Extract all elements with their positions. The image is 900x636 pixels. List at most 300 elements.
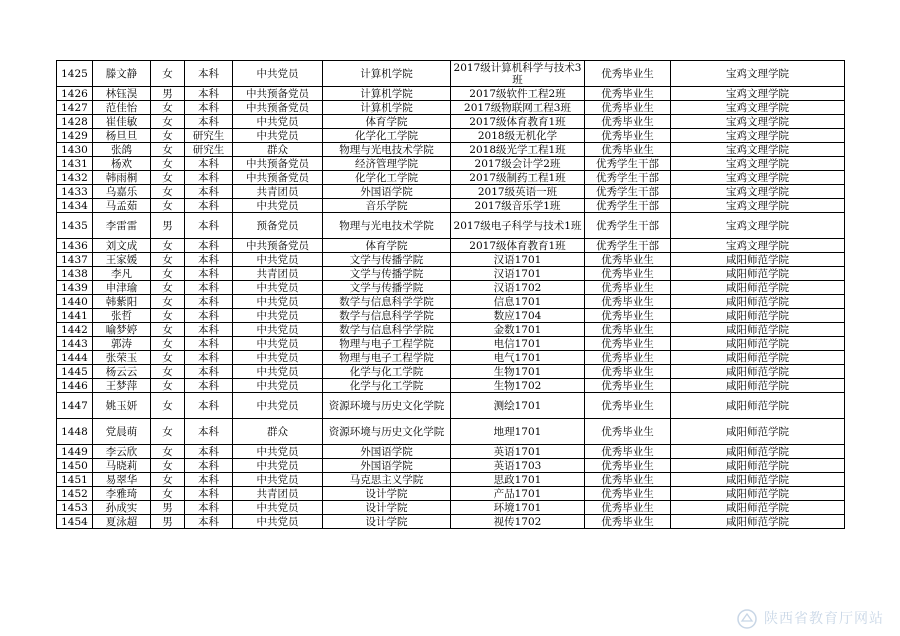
degree-cell bbox=[185, 129, 233, 143]
college-cell bbox=[323, 379, 451, 393]
award-text: 优秀毕业生 bbox=[601, 101, 654, 114]
id-text: 1436 bbox=[61, 239, 88, 252]
award-cell bbox=[585, 323, 671, 337]
class-cell bbox=[451, 309, 585, 323]
degree-cell bbox=[185, 199, 233, 213]
award-text: 优秀学生干部 bbox=[596, 219, 659, 232]
id-cell bbox=[57, 365, 93, 379]
table-row bbox=[57, 87, 845, 101]
class-text: 2018级光学工程1班 bbox=[469, 143, 566, 156]
gender-text: 女 bbox=[162, 143, 173, 156]
award-cell bbox=[585, 239, 671, 253]
college-text: 外国语学院 bbox=[360, 185, 413, 198]
school-text: 咸阳师范学院 bbox=[726, 295, 789, 308]
gender-cell bbox=[151, 101, 185, 115]
id-text: 1449 bbox=[61, 445, 88, 458]
table-row bbox=[57, 239, 845, 253]
class-cell bbox=[451, 281, 585, 295]
class-text: 2017级体育教育1班 bbox=[469, 115, 566, 128]
award-text: 优秀毕业生 bbox=[601, 365, 654, 378]
name-cell bbox=[93, 87, 151, 101]
political-status-cell bbox=[233, 101, 323, 115]
school-cell bbox=[671, 281, 845, 295]
award-text: 优秀学生干部 bbox=[596, 199, 659, 212]
school-text: 宝鸡文理学院 bbox=[726, 129, 789, 142]
class-cell bbox=[451, 323, 585, 337]
award-text: 优秀毕业生 bbox=[601, 515, 654, 528]
college-text: 物理与光电技术学院 bbox=[339, 143, 434, 156]
id-cell bbox=[57, 309, 93, 323]
college-text: 经济管理学院 bbox=[355, 157, 418, 170]
name-cell bbox=[93, 253, 151, 267]
degree-text: 本科 bbox=[198, 295, 219, 308]
political-status-cell bbox=[233, 487, 323, 501]
id-cell bbox=[57, 393, 93, 419]
name-text: 孙成实 bbox=[105, 501, 138, 514]
id-cell bbox=[57, 459, 93, 473]
degree-cell bbox=[185, 143, 233, 157]
school-cell bbox=[671, 87, 845, 101]
name-text: 郭涛 bbox=[111, 337, 132, 350]
degree-text: 本科 bbox=[198, 351, 219, 364]
college-text: 物理与电子工程学院 bbox=[339, 351, 434, 364]
political-status-cell bbox=[233, 129, 323, 143]
degree-text: 本科 bbox=[198, 515, 219, 528]
political-status-cell bbox=[233, 267, 323, 281]
name-cell bbox=[93, 365, 151, 379]
degree-text: 本科 bbox=[198, 323, 219, 336]
class-cell bbox=[451, 379, 585, 393]
degree-text: 本科 bbox=[198, 309, 219, 322]
political-status-cell bbox=[233, 295, 323, 309]
gender-text: 女 bbox=[162, 425, 173, 438]
college-text: 体育学院 bbox=[365, 239, 408, 252]
school-cell bbox=[671, 171, 845, 185]
name-cell bbox=[93, 129, 151, 143]
class-cell bbox=[451, 87, 585, 101]
degree-text: 本科 bbox=[198, 267, 219, 280]
table-row bbox=[57, 487, 845, 501]
award-cell bbox=[585, 515, 671, 529]
id-cell bbox=[57, 267, 93, 281]
college-text: 化学与化工学院 bbox=[349, 379, 424, 392]
political-status-text: 中共党员 bbox=[256, 281, 299, 294]
school-cell bbox=[671, 419, 845, 445]
school-cell bbox=[671, 115, 845, 129]
class-cell bbox=[451, 473, 585, 487]
political-status-cell bbox=[233, 309, 323, 323]
award-text: 优秀毕业生 bbox=[601, 351, 654, 364]
college-cell bbox=[323, 295, 451, 309]
table-row bbox=[57, 337, 845, 351]
award-cell bbox=[585, 213, 671, 239]
gender-cell bbox=[151, 501, 185, 515]
political-status-text: 中共党员 bbox=[256, 309, 299, 322]
gender-cell bbox=[151, 239, 185, 253]
college-cell bbox=[323, 365, 451, 379]
school-cell bbox=[671, 143, 845, 157]
college-text: 外国语学院 bbox=[360, 459, 413, 472]
degree-cell bbox=[185, 267, 233, 281]
award-cell bbox=[585, 487, 671, 501]
degree-cell bbox=[185, 101, 233, 115]
name-cell bbox=[93, 101, 151, 115]
gender-cell bbox=[151, 473, 185, 487]
political-status-cell bbox=[233, 459, 323, 473]
class-cell bbox=[451, 213, 585, 239]
gender-text: 女 bbox=[162, 253, 173, 266]
gender-cell bbox=[151, 157, 185, 171]
degree-text: 本科 bbox=[198, 365, 219, 378]
school-cell bbox=[671, 393, 845, 419]
gender-text: 女 bbox=[162, 267, 173, 280]
table-row bbox=[57, 101, 845, 115]
class-text: 生物1701 bbox=[493, 365, 542, 378]
table-row bbox=[57, 309, 845, 323]
political-status-text: 中共预备党员 bbox=[246, 239, 309, 252]
id-cell bbox=[57, 379, 93, 393]
political-status-text: 群众 bbox=[267, 425, 288, 438]
name-cell bbox=[93, 157, 151, 171]
political-status-text: 中共预备党员 bbox=[246, 171, 309, 184]
id-text: 1434 bbox=[61, 199, 88, 212]
class-text: 英语1703 bbox=[493, 459, 542, 472]
gender-cell bbox=[151, 267, 185, 281]
school-cell bbox=[671, 365, 845, 379]
class-text: 视传1702 bbox=[493, 515, 542, 528]
school-text: 咸阳师范学院 bbox=[726, 323, 789, 336]
class-cell bbox=[451, 337, 585, 351]
name-cell bbox=[93, 515, 151, 529]
id-cell bbox=[57, 281, 93, 295]
school-text: 宝鸡文理学院 bbox=[726, 185, 789, 198]
political-status-text: 中共党员 bbox=[256, 295, 299, 308]
political-status-cell bbox=[233, 61, 323, 87]
name-cell bbox=[93, 351, 151, 365]
table-row bbox=[57, 419, 845, 445]
award-text: 优秀毕业生 bbox=[601, 487, 654, 500]
degree-cell bbox=[185, 281, 233, 295]
gender-cell bbox=[151, 487, 185, 501]
class-text: 地理1701 bbox=[493, 425, 542, 438]
award-text: 优秀毕业生 bbox=[601, 253, 654, 266]
gender-text: 男 bbox=[162, 87, 173, 100]
table-row bbox=[57, 365, 845, 379]
political-status-cell bbox=[233, 157, 323, 171]
political-status-text: 中共党员 bbox=[256, 501, 299, 514]
id-cell bbox=[57, 337, 93, 351]
degree-cell bbox=[185, 157, 233, 171]
id-text: 1454 bbox=[61, 515, 88, 528]
class-cell bbox=[451, 171, 585, 185]
gender-cell bbox=[151, 379, 185, 393]
political-status-text: 中共党员 bbox=[256, 199, 299, 212]
college-cell bbox=[323, 337, 451, 351]
id-text: 1446 bbox=[61, 379, 88, 392]
school-cell bbox=[671, 213, 845, 239]
school-cell bbox=[671, 323, 845, 337]
gender-text: 女 bbox=[162, 171, 173, 184]
college-text: 数学与信息科学学院 bbox=[339, 323, 434, 336]
degree-cell bbox=[185, 365, 233, 379]
id-text: 1440 bbox=[61, 295, 88, 308]
id-cell bbox=[57, 473, 93, 487]
name-cell bbox=[93, 473, 151, 487]
political-status-cell bbox=[233, 379, 323, 393]
id-text: 1441 bbox=[61, 309, 88, 322]
name-cell bbox=[93, 445, 151, 459]
award-cell bbox=[585, 87, 671, 101]
honor-list-table bbox=[56, 60, 845, 529]
class-text: 2017级软件工程2班 bbox=[469, 87, 566, 100]
name-cell bbox=[93, 115, 151, 129]
table-row bbox=[57, 445, 845, 459]
gender-cell bbox=[151, 393, 185, 419]
id-cell bbox=[57, 115, 93, 129]
id-cell bbox=[57, 351, 93, 365]
award-cell bbox=[585, 309, 671, 323]
gender-text: 女 bbox=[162, 323, 173, 336]
table-row bbox=[57, 199, 845, 213]
school-cell bbox=[671, 351, 845, 365]
gender-cell bbox=[151, 309, 185, 323]
degree-cell bbox=[185, 323, 233, 337]
political-status-text: 中共预备党员 bbox=[246, 87, 309, 100]
table-row bbox=[57, 295, 845, 309]
class-cell bbox=[451, 101, 585, 115]
college-cell bbox=[323, 487, 451, 501]
college-cell bbox=[323, 61, 451, 87]
class-text: 2017级音乐学1班 bbox=[474, 199, 561, 212]
class-cell bbox=[451, 157, 585, 171]
table-row bbox=[57, 213, 845, 239]
id-text: 1426 bbox=[61, 87, 88, 100]
college-cell bbox=[323, 171, 451, 185]
award-text: 优秀毕业生 bbox=[601, 459, 654, 472]
id-cell bbox=[57, 323, 93, 337]
degree-text: 本科 bbox=[198, 379, 219, 392]
name-text: 乌嘉乐 bbox=[105, 185, 138, 198]
name-cell bbox=[93, 393, 151, 419]
gender-text: 女 bbox=[162, 445, 173, 458]
political-status-cell bbox=[233, 213, 323, 239]
degree-cell bbox=[185, 473, 233, 487]
degree-text: 本科 bbox=[198, 101, 219, 114]
table-row bbox=[57, 473, 845, 487]
gender-text: 女 bbox=[162, 337, 173, 350]
award-text: 优秀学生干部 bbox=[596, 239, 659, 252]
political-status-text: 中共党员 bbox=[256, 365, 299, 378]
gender-text: 女 bbox=[162, 379, 173, 392]
degree-text: 本科 bbox=[198, 185, 219, 198]
name-text: 韩雨桐 bbox=[105, 171, 138, 184]
school-cell bbox=[671, 253, 845, 267]
name-text: 杨旦旦 bbox=[105, 129, 138, 142]
award-cell bbox=[585, 185, 671, 199]
college-cell bbox=[323, 459, 451, 473]
award-cell bbox=[585, 337, 671, 351]
name-cell bbox=[93, 213, 151, 239]
school-text: 宝鸡文理学院 bbox=[726, 143, 789, 156]
gender-cell bbox=[151, 351, 185, 365]
id-text: 1432 bbox=[61, 171, 88, 184]
school-cell bbox=[671, 61, 845, 87]
degree-text: 本科 bbox=[198, 487, 219, 500]
college-text: 资源环境与历史文化学院 bbox=[328, 399, 445, 412]
award-cell bbox=[585, 253, 671, 267]
school-cell bbox=[671, 199, 845, 213]
id-text: 1429 bbox=[61, 129, 88, 142]
school-text: 宝鸡文理学院 bbox=[726, 171, 789, 184]
degree-cell bbox=[185, 185, 233, 199]
name-text: 林钰淏 bbox=[105, 87, 138, 100]
honor-list-sheet bbox=[56, 60, 844, 529]
school-text: 宝鸡文理学院 bbox=[726, 239, 789, 252]
political-status-text: 中共党员 bbox=[256, 323, 299, 336]
gender-text: 女 bbox=[162, 185, 173, 198]
id-text: 1452 bbox=[61, 487, 88, 500]
award-text: 优秀毕业生 bbox=[601, 281, 654, 294]
id-text: 1427 bbox=[61, 101, 88, 114]
political-status-cell bbox=[233, 501, 323, 515]
college-cell bbox=[323, 87, 451, 101]
class-text: 环境1701 bbox=[493, 501, 542, 514]
degree-cell bbox=[185, 115, 233, 129]
gender-cell bbox=[151, 129, 185, 143]
school-text: 咸阳师范学院 bbox=[726, 459, 789, 472]
college-cell bbox=[323, 393, 451, 419]
political-status-cell bbox=[233, 515, 323, 529]
class-text: 2017级制药工程1班 bbox=[469, 171, 566, 184]
school-cell bbox=[671, 267, 845, 281]
name-text: 张哲 bbox=[111, 309, 132, 322]
degree-cell bbox=[185, 501, 233, 515]
class-cell bbox=[451, 185, 585, 199]
political-status-text: 中共党员 bbox=[256, 67, 299, 80]
school-cell bbox=[671, 101, 845, 115]
school-cell bbox=[671, 337, 845, 351]
gender-text: 女 bbox=[162, 199, 173, 212]
award-cell bbox=[585, 419, 671, 445]
political-status-cell bbox=[233, 87, 323, 101]
gender-cell bbox=[151, 515, 185, 529]
award-cell bbox=[585, 459, 671, 473]
name-text: 崔佳敏 bbox=[105, 115, 138, 128]
college-text: 外国语学院 bbox=[360, 445, 413, 458]
college-cell bbox=[323, 515, 451, 529]
school-cell bbox=[671, 295, 845, 309]
gender-cell bbox=[151, 323, 185, 337]
gender-text: 女 bbox=[162, 351, 173, 364]
college-text: 数学与信息科学学院 bbox=[339, 309, 434, 322]
degree-cell bbox=[185, 213, 233, 239]
award-text: 优秀毕业生 bbox=[601, 267, 654, 280]
class-text: 测绘1701 bbox=[493, 399, 542, 412]
political-status-text: 共青团员 bbox=[256, 185, 299, 198]
degree-text: 本科 bbox=[198, 501, 219, 514]
id-cell bbox=[57, 101, 93, 115]
award-text: 优秀毕业生 bbox=[601, 501, 654, 514]
name-cell bbox=[93, 379, 151, 393]
class-cell bbox=[451, 253, 585, 267]
degree-cell bbox=[185, 61, 233, 87]
class-text: 2017级体育教育1班 bbox=[469, 239, 566, 252]
degree-text: 研究生 bbox=[192, 129, 225, 142]
political-status-text: 中共党员 bbox=[256, 399, 299, 412]
award-cell bbox=[585, 143, 671, 157]
college-text: 体育学院 bbox=[365, 115, 408, 128]
college-cell bbox=[323, 419, 451, 445]
name-cell bbox=[93, 143, 151, 157]
class-text: 生物1702 bbox=[493, 379, 542, 392]
award-text: 优秀毕业生 bbox=[601, 337, 654, 350]
school-text: 咸阳师范学院 bbox=[726, 501, 789, 514]
political-status-cell bbox=[233, 473, 323, 487]
name-text: 李凡 bbox=[111, 267, 132, 280]
class-cell bbox=[451, 115, 585, 129]
name-text: 张荣玉 bbox=[105, 351, 138, 364]
degree-text: 本科 bbox=[198, 459, 219, 472]
political-status-text: 共青团员 bbox=[256, 267, 299, 280]
table-row bbox=[57, 393, 845, 419]
id-text: 1443 bbox=[61, 337, 88, 350]
gender-text: 男 bbox=[162, 501, 173, 514]
gender-text: 女 bbox=[162, 101, 173, 114]
gender-cell bbox=[151, 199, 185, 213]
college-text: 计算机学院 bbox=[360, 87, 413, 100]
gender-text: 女 bbox=[162, 115, 173, 128]
college-text: 物理与光电技术学院 bbox=[339, 219, 434, 232]
award-cell bbox=[585, 281, 671, 295]
site-watermark: 陕西省教育厅网站 bbox=[764, 611, 884, 627]
class-text: 2018级无机化学 bbox=[477, 129, 558, 142]
gender-text: 女 bbox=[162, 309, 173, 322]
college-cell bbox=[323, 143, 451, 157]
school-text: 宝鸡文理学院 bbox=[726, 157, 789, 170]
gender-cell bbox=[151, 61, 185, 87]
school-text: 咸阳师范学院 bbox=[726, 487, 789, 500]
id-text: 1444 bbox=[61, 351, 88, 364]
school-text: 咸阳师范学院 bbox=[726, 445, 789, 458]
id-text: 1438 bbox=[61, 267, 88, 280]
class-cell bbox=[451, 295, 585, 309]
college-cell bbox=[323, 253, 451, 267]
name-text: 易翠华 bbox=[105, 473, 138, 486]
id-text: 1430 bbox=[61, 143, 88, 156]
name-cell bbox=[93, 501, 151, 515]
political-status-cell bbox=[233, 323, 323, 337]
political-status-cell bbox=[233, 281, 323, 295]
political-status-cell bbox=[233, 239, 323, 253]
class-cell bbox=[451, 501, 585, 515]
political-status-text: 中共预备党员 bbox=[246, 101, 309, 114]
id-cell bbox=[57, 419, 93, 445]
degree-cell bbox=[185, 393, 233, 419]
degree-text: 本科 bbox=[198, 199, 219, 212]
political-status-cell bbox=[233, 393, 323, 419]
award-cell bbox=[585, 61, 671, 87]
id-text: 1435 bbox=[61, 219, 88, 232]
school-text: 咸阳师范学院 bbox=[726, 267, 789, 280]
table-row bbox=[57, 143, 845, 157]
name-cell bbox=[93, 185, 151, 199]
id-cell bbox=[57, 487, 93, 501]
name-text: 李云欣 bbox=[105, 445, 138, 458]
name-text: 刘文成 bbox=[105, 239, 138, 252]
college-cell bbox=[323, 239, 451, 253]
political-status-cell bbox=[233, 351, 323, 365]
college-cell bbox=[323, 309, 451, 323]
